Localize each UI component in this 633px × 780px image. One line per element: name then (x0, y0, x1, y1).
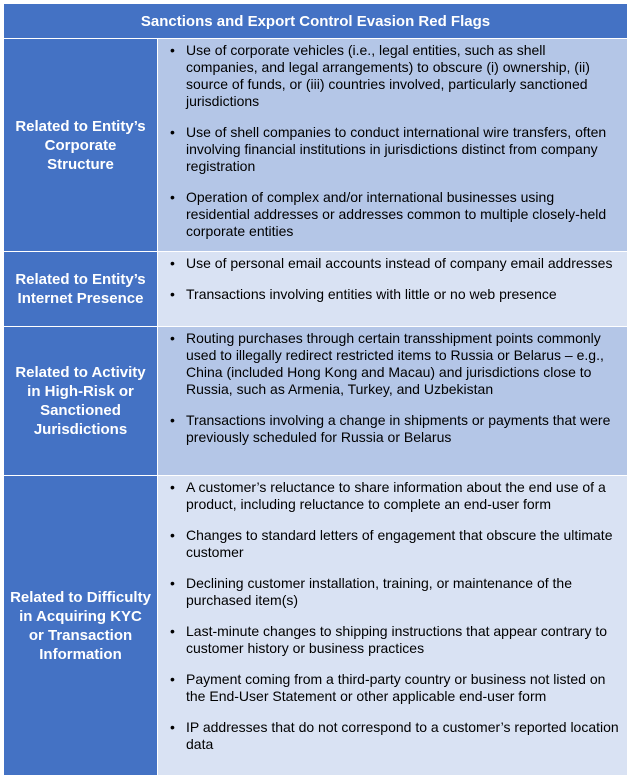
list-item: • Use of shell companies to conduct international wire transfers, often involving financial institutions in jurisdictions distinct from company registration (168, 124, 619, 175)
list-item: • Payment coming from a third-party country or business not listed on the End-User Statement or other applicable end-user form (168, 671, 619, 705)
list-item: • Routing purchases through certain transshipment points commonly used to illegally redirect restricted items to Russia or Belarus – e.g., China (included Hong Kong and Macau) and jurisdictions close to Russia, such as Armenia, Turkey, and Uzbekistan (168, 330, 619, 398)
category-label: Related to Difficulty in Acquiring KYC or Transaction Information (4, 476, 158, 775)
flag-list (168, 479, 619, 753)
flag-list (168, 330, 619, 446)
list-item: • Use of personal email accounts instead of company email addresses (168, 255, 619, 272)
list-item: • A customer’s reluctance to share information about the end use of a product, including reluctance to complete an end-user form (168, 479, 619, 513)
category-label: Related to Activity in High-Risk or Sanctioned Jurisdictions (4, 327, 158, 475)
flag-list (168, 255, 619, 303)
flag-list-cell (158, 39, 627, 251)
category-label: Related to Entity’s Internet Presence (4, 252, 158, 326)
table-title: Sanctions and Export Control Evasion Red Flags (4, 4, 627, 39)
table-row-kyc-difficulty (4, 476, 627, 775)
flag-list-cell (158, 327, 627, 475)
flag-list (168, 42, 619, 240)
flag-list-cell (158, 252, 627, 326)
list-item: • Declining customer installation, training, or maintenance of the purchased item(s) (168, 575, 619, 609)
list-item: • Transactions involving entities with little or no web presence (168, 286, 619, 303)
table-row-high-risk-jurisdictions (4, 327, 627, 476)
list-item: • Last-minute changes to shipping instructions that appear contrary to customer history or business practices (168, 623, 619, 657)
list-item: • Use of corporate vehicles (i.e., legal entities, such as shell companies, and legal arrangements) to obscure (i) ownership, (ii) source of funds, or (iii) countries involved, particularly sanctioned jurisdictions (168, 42, 619, 110)
list-item: • Operation of complex and/or international businesses using residential addresses or addresses common to multiple closely-held corporate entities (168, 189, 619, 240)
flag-list-cell (158, 476, 627, 775)
list-item: • Changes to standard letters of engagement that obscure the ultimate customer (168, 527, 619, 561)
table-row-internet-presence (4, 252, 627, 327)
category-label: Related to Entity’s Corporate Structure (4, 39, 158, 251)
list-item: • IP addresses that do not correspond to a customer’s reported location data (168, 719, 619, 753)
red-flags-table (3, 3, 628, 776)
list-item: • Transactions involving a change in shipments or payments that were previously scheduled for Russia or Belarus (168, 412, 619, 446)
table-row-corporate-structure (4, 39, 627, 252)
